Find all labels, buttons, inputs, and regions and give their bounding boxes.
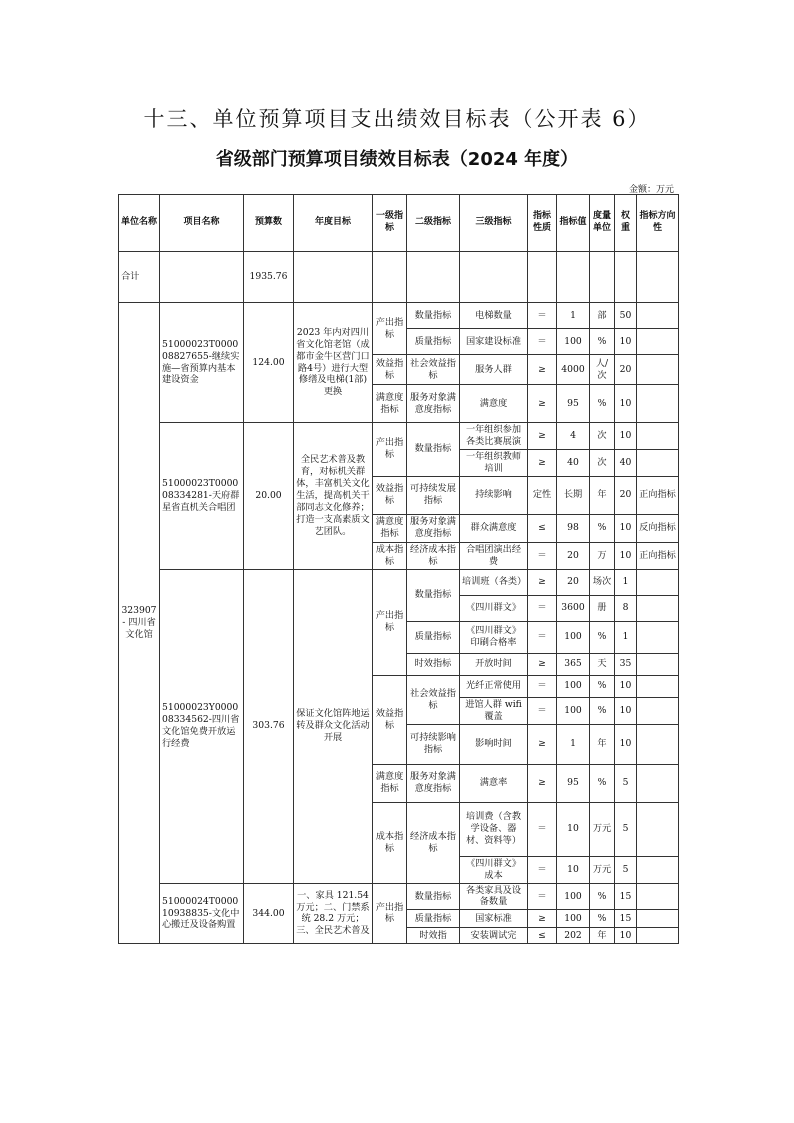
weight-cell: 10 [615,675,637,697]
direction-cell [637,621,679,653]
indicator-nature-cell: ≤ [528,928,557,944]
weight-cell: 5 [615,764,637,802]
indicator-value-cell: 1 [557,724,590,764]
level2-indicator-cell: 服务对象满意度指标 [407,385,460,423]
weight-cell: 1 [615,621,637,653]
level3-indicator-cell: 满意率 [460,764,528,802]
indicator-nature-cell: ≥ [528,423,557,450]
level1-indicator-cell: 效益指标 [373,355,407,385]
level2-indicator-cell: 时效指 [407,928,460,944]
indicator-nature-cell: ＝ [528,697,557,724]
budget-amount-cell: 124.00 [244,303,294,423]
direction-cell [637,385,679,423]
amount-unit-note: 金额：万元 [628,185,674,195]
table-cell [637,252,679,303]
measure-unit-cell: 万元 [590,802,615,856]
direction-cell [637,303,679,329]
header-cell: 预算数 [244,195,294,252]
performance-table [118,194,679,944]
header-row [119,195,679,252]
table-cell [373,252,407,303]
table-row [119,423,679,450]
indicator-nature-cell: ＝ [528,883,557,910]
indicator-nature-cell: ≥ [528,910,557,928]
table-row [119,569,679,595]
indicator-nature-cell: ＝ [528,542,557,569]
weight-cell: 50 [615,303,637,329]
direction-cell: 反向指标 [637,514,679,542]
level3-indicator-cell: 《四川群文》成本 [460,856,528,883]
table-row [119,883,679,910]
measure-unit-cell: % [590,883,615,910]
header-cell: 项目名称 [160,195,244,252]
level3-indicator-cell: 合唱团演出经费 [460,542,528,569]
indicator-nature-cell: ≥ [528,449,557,476]
indicator-value-cell: 10 [557,856,590,883]
indicator-nature-cell: ≥ [528,724,557,764]
indicator-nature-cell: ＝ [528,802,557,856]
level1-indicator-cell: 效益指标 [373,476,407,514]
weight-cell: 5 [615,802,637,856]
indicator-nature-cell: ≥ [528,355,557,385]
weight-cell: 10 [615,423,637,450]
total-amount: 1935.76 [244,252,294,303]
weight-cell: 10 [615,724,637,764]
table-cell [160,252,244,303]
header-cell: 年度目标 [294,195,373,252]
level1-indicator-cell: 产出指标 [373,569,407,675]
header-cell: 三级指标 [460,195,528,252]
direction-cell [637,569,679,595]
weight-cell: 10 [615,928,637,944]
project-name-cell: 51000023Y000008334562-四川省文化馆免费开放运行经费 [160,569,244,883]
level1-indicator-cell: 成本指标 [373,542,407,569]
direction-cell [637,856,679,883]
indicator-value-cell: 100 [557,697,590,724]
direction-cell [637,764,679,802]
weight-cell: 40 [615,449,637,476]
level3-indicator-cell: 《四川群文》印刷合格率 [460,621,528,653]
level1-indicator-cell: 产出指标 [373,883,407,944]
annual-goal-cell: 保证文化馆阵地运转及群众文化活动开展 [294,569,373,883]
indicator-nature-cell: ＝ [528,303,557,329]
level3-indicator-cell: 各类家具及设备数量 [460,883,528,910]
weight-cell: 20 [615,476,637,514]
indicator-value-cell: 100 [557,329,590,355]
level3-indicator-cell: 一年组织参加各类比赛展演 [460,423,528,450]
indicator-nature-cell: 定性 [528,476,557,514]
measure-unit-cell: % [590,385,615,423]
level3-indicator-cell: 培训班（各类） [460,569,528,595]
indicator-nature-cell: ＝ [528,856,557,883]
measure-unit-cell: 天 [590,653,615,675]
direction-cell [637,910,679,928]
level3-indicator-cell: 影响时间 [460,724,528,764]
document-title: 十三、单位预算项目支出绩效目标表（公开表 6） [143,107,651,131]
measure-unit-cell: 次 [590,423,615,450]
level2-indicator-cell: 质量指标 [407,621,460,653]
weight-cell: 10 [615,542,637,569]
weight-cell: 10 [615,385,637,423]
indicator-value-cell: 长期 [557,476,590,514]
level1-indicator-cell: 满意度指标 [373,514,407,542]
level3-indicator-cell: 服务人群 [460,355,528,385]
indicator-value-cell: 100 [557,675,590,697]
project-name-cell: 51000024T000010938835-文化中心搬迁及设备购置 [160,883,244,944]
level3-indicator-cell: 国家标准 [460,910,528,928]
measure-unit-cell: 年 [590,724,615,764]
level2-indicator-cell: 社会效益指标 [407,355,460,385]
indicator-nature-cell: ≥ [528,385,557,423]
indicator-value-cell: 98 [557,514,590,542]
indicator-value-cell: 10 [557,802,590,856]
level1-indicator-cell: 成本指标 [373,802,407,883]
measure-unit-cell: 人/次 [590,355,615,385]
indicator-value-cell: 202 [557,928,590,944]
header-cell: 指标性质 [528,195,557,252]
level3-indicator-cell: 培训费（含教学设备、器材、资料等） [460,802,528,856]
level2-indicator-cell: 社会效益指标 [407,675,460,724]
level2-indicator-cell: 数量指标 [407,569,460,621]
level1-indicator-cell: 效益指标 [373,675,407,764]
table-cell [294,252,373,303]
table-cell [460,252,528,303]
level2-indicator-cell: 质量指标 [407,329,460,355]
indicator-value-cell: 4000 [557,355,590,385]
level2-indicator-cell: 服务对象满意度指标 [407,764,460,802]
indicator-value-cell: 365 [557,653,590,675]
measure-unit-cell: 次 [590,449,615,476]
indicator-value-cell: 4 [557,423,590,450]
table-cell [615,252,637,303]
table-cell [528,252,557,303]
project-name-cell: 51000023T000008827655-继续实施—省预算内基本建设资金 [160,303,244,423]
level1-indicator-cell: 产出指标 [373,423,407,477]
measure-unit-cell: % [590,910,615,928]
direction-cell [637,697,679,724]
indicator-value-cell: 100 [557,883,590,910]
level2-indicator-cell: 服务对象满意度指标 [407,514,460,542]
header-cell: 二级指标 [407,195,460,252]
level3-indicator-cell: 电梯数量 [460,303,528,329]
indicator-nature-cell: ≤ [528,514,557,542]
indicator-value-cell: 1 [557,303,590,329]
direction-cell [637,675,679,697]
direction-cell [637,329,679,355]
table-cell [407,252,460,303]
measure-unit-cell: % [590,621,615,653]
level3-indicator-cell: 国家建设标准 [460,329,528,355]
level3-indicator-cell: 持续影响 [460,476,528,514]
measure-unit-cell: % [590,697,615,724]
indicator-nature-cell: ＝ [528,329,557,355]
weight-cell: 10 [615,329,637,355]
weight-cell: 35 [615,653,637,675]
level3-indicator-cell: 进馆人群 wifi 覆盖 [460,697,528,724]
level2-indicator-cell: 经济成本指标 [407,802,460,883]
annual-goal-cell: 一、家具 121.54 万元；二、门禁系统 28.2 万元；三、全民艺术普及 [294,883,373,944]
level1-indicator-cell: 满意度指标 [373,764,407,802]
weight-cell: 10 [615,514,637,542]
weight-cell: 15 [615,910,637,928]
level2-indicator-cell: 经济成本指标 [407,542,460,569]
indicator-value-cell: 95 [557,385,590,423]
measure-unit-cell: 场次 [590,569,615,595]
weight-cell: 8 [615,595,637,621]
header-cell: 度量单位 [590,195,615,252]
indicator-value-cell: 3600 [557,595,590,621]
header-cell: 指标方向性 [637,195,679,252]
level2-indicator-cell: 时效指标 [407,653,460,675]
direction-cell [637,423,679,450]
level2-indicator-cell: 可持续发展指标 [407,476,460,514]
table-cell [557,252,590,303]
table-row [119,303,679,329]
measure-unit-cell: 年 [590,476,615,514]
level2-indicator-cell: 质量指标 [407,910,460,928]
indicator-nature-cell: ＝ [528,621,557,653]
level2-indicator-cell: 数量指标 [407,303,460,329]
measure-unit-cell: % [590,675,615,697]
level2-indicator-cell: 可持续影响指标 [407,724,460,764]
indicator-nature-cell: ＝ [528,595,557,621]
table-title: 省级部门预算项目绩效目标表（2024 年度） [215,149,579,170]
direction-cell [637,595,679,621]
direction-cell [637,802,679,856]
indicator-value-cell: 40 [557,449,590,476]
total-row [119,252,679,303]
direction-cell [637,653,679,675]
measure-unit-cell: 册 [590,595,615,621]
direction-cell [637,883,679,910]
indicator-value-cell: 100 [557,621,590,653]
project-name-cell: 51000023T000008334281-天府群星省直机关合唱团 [160,423,244,570]
indicator-value-cell: 95 [557,764,590,802]
level3-indicator-cell: 开放时间 [460,653,528,675]
level2-indicator-cell: 数量指标 [407,883,460,910]
measure-unit-cell: % [590,329,615,355]
measure-unit-cell: 部 [590,303,615,329]
header-cell: 指标值 [557,195,590,252]
indicator-value-cell: 20 [557,542,590,569]
annual-goal-cell: 2023 年内对四川省文化馆老馆（成都市金牛区营门口路4号）进行大型修缮及电梯(1部)更换 [294,303,373,423]
weight-cell: 1 [615,569,637,595]
budget-amount-cell: 20.00 [244,423,294,570]
header-cell: 权重 [615,195,637,252]
indicator-nature-cell: ＝ [528,675,557,697]
direction-cell: 正向指标 [637,542,679,569]
indicator-value-cell: 100 [557,910,590,928]
weight-cell: 15 [615,883,637,910]
measure-unit-cell: 年 [590,928,615,944]
total-label: 合计 [119,252,160,303]
measure-unit-cell: 万 [590,542,615,569]
direction-cell [637,449,679,476]
level3-indicator-cell: 群众满意度 [460,514,528,542]
weight-cell: 10 [615,697,637,724]
weight-cell: 5 [615,856,637,883]
level1-indicator-cell: 产出指标 [373,303,407,355]
budget-amount-cell: 303.76 [244,569,294,883]
direction-cell [637,928,679,944]
measure-unit-cell: % [590,764,615,802]
measure-unit-cell: 万元 [590,856,615,883]
weight-cell: 20 [615,355,637,385]
level1-indicator-cell: 满意度指标 [373,385,407,423]
level3-indicator-cell: 《四川群文》 [460,595,528,621]
indicator-nature-cell: ≥ [528,653,557,675]
header-cell: 一级指标 [373,195,407,252]
measure-unit-cell: % [590,514,615,542]
level2-indicator-cell: 数量指标 [407,423,460,477]
indicator-nature-cell: ≥ [528,569,557,595]
direction-cell [637,355,679,385]
level3-indicator-cell: 安装调试完 [460,928,528,944]
direction-cell [637,724,679,764]
level3-indicator-cell: 光纤正常使用 [460,675,528,697]
header-cell: 单位名称 [119,195,160,252]
indicator-value-cell: 20 [557,569,590,595]
indicator-nature-cell: ≥ [528,764,557,802]
budget-amount-cell: 344.00 [244,883,294,944]
direction-cell: 正向指标 [637,476,679,514]
annual-goal-cell: 全民艺术普及教育，对标机关群体，丰富机关文化生活，提高机关干部同志文化修养；打造一支高素质文艺团队。 [294,423,373,570]
level3-indicator-cell: 一年组织教师培训 [460,449,528,476]
level3-indicator-cell: 满意度 [460,385,528,423]
unit-name-cell: 323907- 四川省文化馆 [119,303,160,944]
table-cell [590,252,615,303]
